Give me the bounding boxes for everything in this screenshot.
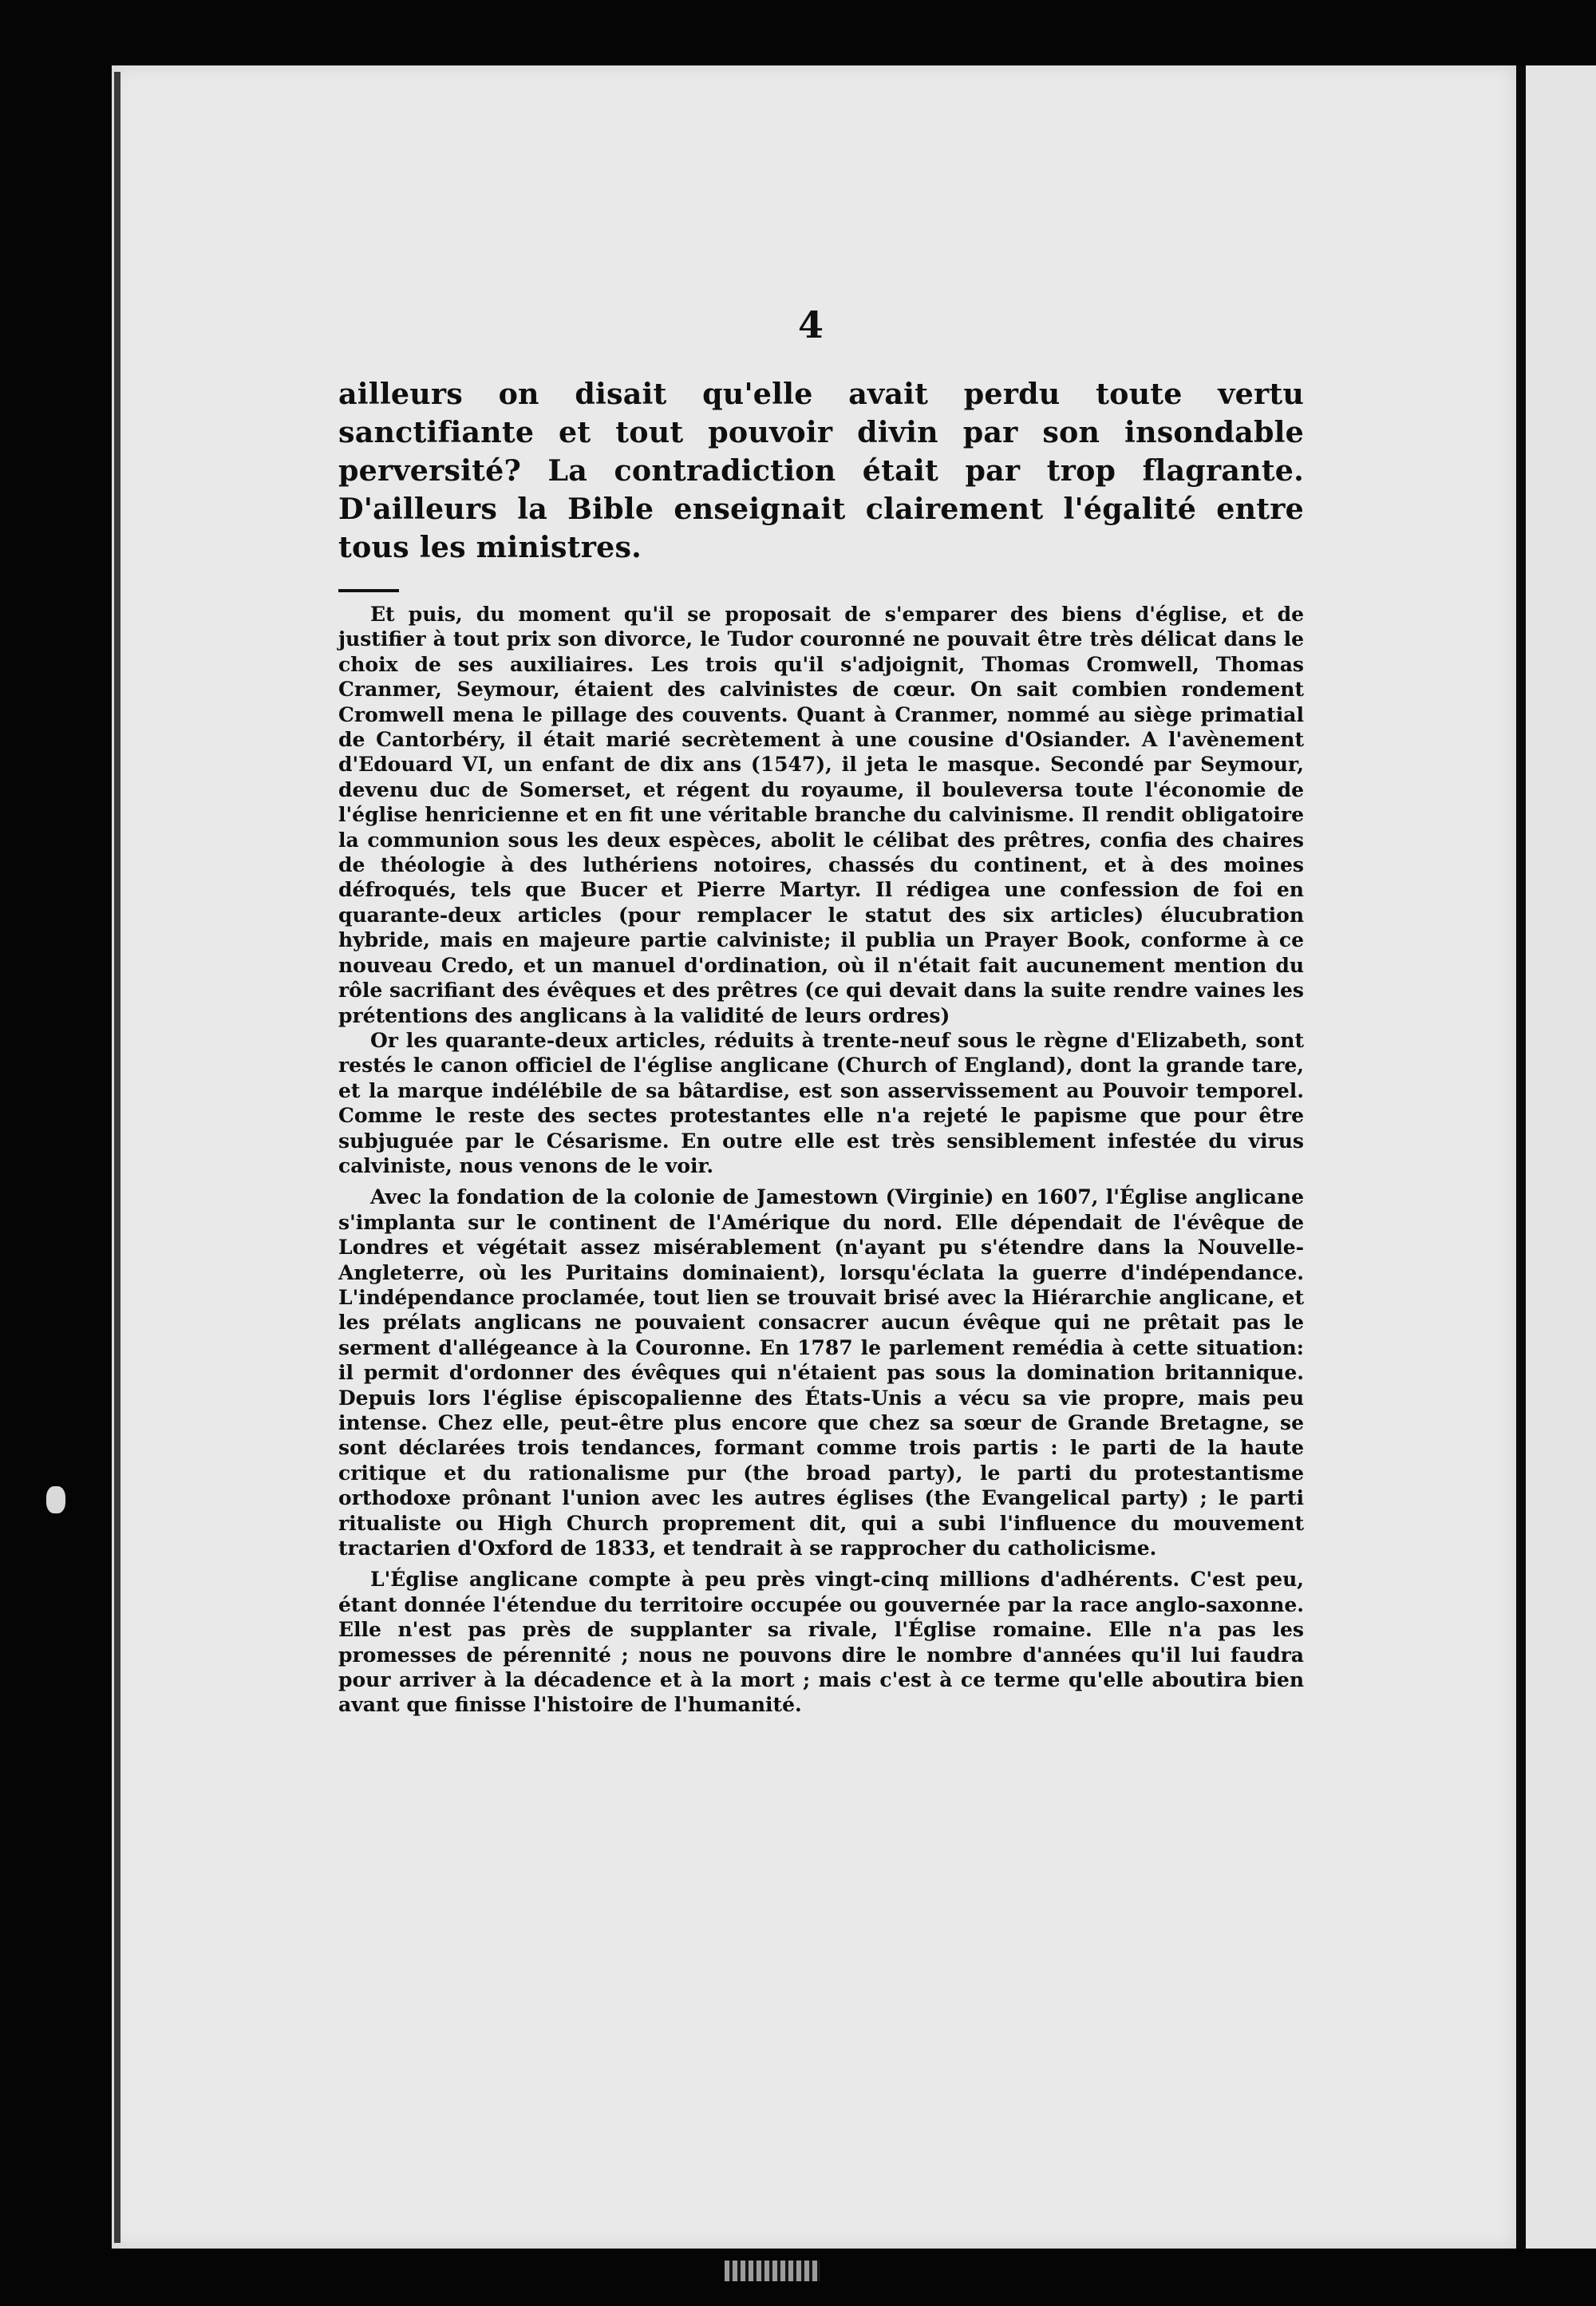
scan-footer-mark — [725, 2261, 820, 2281]
scan-blemish — [46, 1486, 65, 1513]
paragraph-tudor: Et puis, du moment qu'il se proposait de s'emparer des biens d'église, et de justifier à tout prix son divorce, le Tudor couronné ne pouvait être très délicat dans le choix de ses auxiliaires. Les trois qu'il s'adjoignit, Thomas Cromwell, Thomas Cranmer, Seymour, étaient des calvinistes de cœur. On sait combien rondement Cromwell mena le pillage des couvents. Quant à Cranmer, nommé au siège primatial de Cantorbéry, il était marié secrètement à une cousine d'Osiander. A l'avènement d'Edouard VI, un enfant de dix ans (1547), il jeta le masque. Secondé par Seymour, devenu duc de Somerset, et régent du royaume, il bouleversa toute l'économie de l'église henricienne et en fit une véritable branche du calvinisme. Il rendit obligatoire la communion sous les deux espèces, abolit le célibat des prêtres, confia des chaires de théologie à des luthériens notoires, chassés du continent, et à des moines défroqués, tels que Bucer et Pierre Martyr. Il rédigea une confession de foi en quarante-deux articles (pour remplacer le statut des six articles) élucubration hybride, mais en majeure partie calviniste; il publia un Prayer Book, conforme à ce nouveau Credo, et un manuel d'ordination, où il n'était fait aucunement mention du rôle sacrifiant des évêques et des prêtres (ce qui devait dans la suite rendre vaines les prétentions des anglicans à la validité de leurs ordres) — [338, 603, 1304, 1027]
page-left-border — [114, 72, 120, 2243]
page-number: 4 — [798, 303, 824, 346]
intro-paragraph: ailleurs on disait qu'elle avait perdu toute vertu sanctifiante et tout pouvoir divin par son insondable perversité? La contradiction était par trop flagrante. D'ailleurs la Bible enseignait clairement l'égalité entre tous les ministres. — [338, 377, 1304, 564]
section-rule — [338, 589, 399, 592]
adjacent-page-edge — [1526, 65, 1596, 2249]
paragraph-conclusion: L'Église anglicane compte à peu près vingt-cinq millions d'adhérents. C'est peu, étant donnée l'étendue du territoire occupée ou gouvernée par la race anglo-saxonne. Elle n'est pas près de supplanter sa rivale, l'Église romaine. Elle n'a pas les promesses de pérennité ; nous ne pouvons dire le nombre d'années qu'il lui faudra pour arriver à la décadence et à la mort ; mais c'est à ce terme qu'elle aboutira bien avant que finisse l'histoire de l'humanité. — [338, 1568, 1304, 1717]
article-text — [338, 375, 1304, 1718]
paragraph-jamestown: Avec la fondation de la colonie de Jamestown (Virginie) en 1607, l'Église anglicane s'implanta sur le continent de l'Amérique du nord. Elle dépendait de l'évêque de Londres et végétait assez misérablement (n'ayant pu s'étendre dans la Nouvelle-Angleterre, où les Puritains dominaient), lorsqu'éclata la guerre d'indépendance. L'indépendance proclamée, tout lien se trouvait brisé avec la Hiérarchie anglicane, et les prélats anglicans ne pouvaient consacrer aucun évêque qui ne prêtait pas le serment d'allégeance à la Couronne. En 1787 le parlement remédia à cette situation: il permit d'ordonner des évêques qui n'étaient pas sous la domination britannique. Depuis lors l'église épiscopalienne des États-Unis a vécu sa vie propre, mais peu intense. Chez elle, peut-être plus encore que chez sa sœur de Grande Bretagne, se sont déclarées trois tendances, formant comme trois partis : le parti de la haute critique et du rationalisme pur (the broad party), le parti du protestantisme orthodoxe prônant l'union avec les autres églises (the Evangelical party) ; le parti ritualiste ou High Church proprement dit, qui a subi l'influence du mouvement tractarien d'Oxford de 1833, et tendrait à se rapprocher du catholicisme. — [338, 1185, 1304, 1560]
paragraph-articles: Or les quarante-deux articles, réduits à trente-neuf sous le règne d'Elizabeth, sont restés le canon officiel de l'église anglicane (Church of England), dont la grande tare, et la marque indélébile de sa bâtardise, est son asservissement au Pouvoir temporel. Comme le reste des sectes protestantes elle n'a rejeté le papisme que pour être subjuguée par le Césarisme. En outre elle est très sensiblement infestée du virus calviniste, nous venons de le voir. — [338, 1028, 1304, 1177]
page-gutter — [1516, 65, 1526, 2249]
